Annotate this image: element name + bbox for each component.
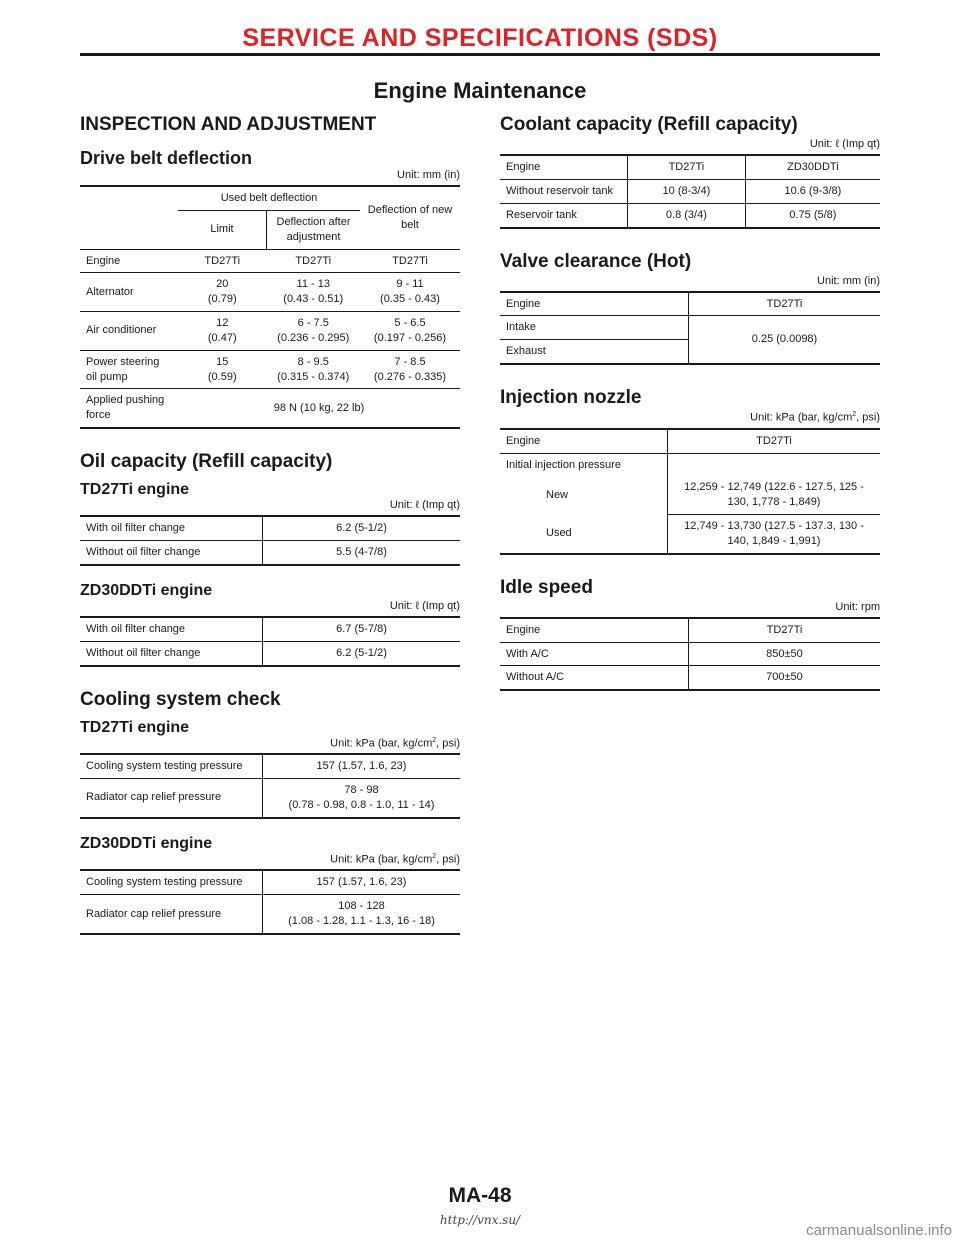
table-row: Engine TD27Ti ZD30DDTi — [500, 155, 880, 179]
table-row: Cooling system testing pressure 157 (1.57, 1.6, 23) — [80, 870, 460, 894]
cooling-td27-table — [80, 753, 460, 819]
cooling-heading: Cooling system check — [80, 688, 281, 710]
new-belt-header: Deflection of new belt — [360, 186, 460, 249]
oil-zd30-unit: Unit: ℓ (Imp qt) — [389, 599, 460, 612]
table-row: Used 12,749 - 13,730 (127.5 - 137.3, 130 - 140, 1,849 - 1,991) — [500, 515, 880, 554]
drive-belt-section — [80, 148, 460, 429]
cooling-section — [80, 689, 460, 935]
drive-belt-unit: Unit: mm (in) — [397, 169, 460, 181]
page-number: MA-48 — [448, 1184, 512, 1207]
cooling-td27-heading: TD27Ti engine — [80, 718, 190, 736]
table-row: With oil filter change 6.2 (5-1/2) — [80, 516, 460, 540]
footer-url[interactable]: http://vnx.su/ — [439, 1213, 521, 1227]
table-row: Engine TD27Ti — [500, 618, 880, 642]
table-row: Exhaust — [500, 340, 880, 364]
table-row: Engine TD27Ti — [500, 429, 880, 453]
oil-capacity-section — [80, 451, 460, 666]
table-row: Initial injection pressure — [500, 453, 880, 476]
oil-td27-table — [80, 515, 460, 566]
cooling-zd30-table — [80, 869, 460, 935]
oil-capacity-heading: Oil capacity (Refill capacity) — [80, 451, 333, 473]
oil-td27-heading: TD27Ti engine — [80, 481, 190, 499]
cooling-zd30-unit: Unit: kPa (bar, $kg/cm^2$, psi) — [330, 852, 460, 866]
injection-heading: Injection nozzle — [500, 387, 642, 409]
table-row: Air conditioner 12 (0.47) 6 - 7.5 (0.236 - 0.295) 5 - 6.5 (0.197 - 0.256) — [80, 312, 460, 351]
injection-section — [500, 387, 880, 555]
oil-td27-unit: Unit: ℓ (Imp qt) — [389, 499, 460, 512]
table-row: Power steering oil pump 15 (0.59) 8 - 9.5 (0.315 - 0.374) 7 - 8.5 (0.276 - 0.335) — [80, 350, 460, 389]
idle-section — [500, 577, 880, 692]
table-row: With oil filter change 6.7 (5-7/8) — [80, 617, 460, 641]
valve-unit: Unit: mm (in) — [817, 274, 880, 287]
idle-table — [500, 617, 880, 692]
coolant-heading: Coolant capacity (Refill capacity) — [500, 114, 798, 135]
oil-zd30-table — [80, 616, 460, 667]
left-column — [80, 114, 460, 957]
header-rule — [80, 53, 880, 56]
table-row: Alternator 20 (0.79) 11 - 13 (0.43 - 0.51) 9 - 11 (0.35 - 0.43) — [80, 273, 460, 312]
used-belt-header: Used belt deflection — [178, 186, 360, 210]
coolant-section — [500, 114, 880, 229]
table-row: Radiator cap relief pressure 78 - 98 (0.78 - 0.98, 0.8 - 1.0, 11 - 14) — [80, 779, 460, 818]
table-row: Cooling system testing pressure 157 (1.57, 1.6, 23) — [80, 754, 460, 778]
coolant-unit: Unit: ℓ (Imp qt) — [809, 138, 880, 150]
table-row: Applied pushing force 98 N (10 kg, 22 lb) — [86, 394, 365, 422]
table-row: Without oil filter change 5.5 (4-7/8) — [80, 540, 460, 564]
drive-belt-heading: Drive belt deflection — [80, 148, 253, 168]
oil-zd30-heading: ZD30DDTi engine — [80, 581, 213, 599]
injection-unit: Unit: kPa (bar, $kg/cm^2$, psi) — [750, 411, 880, 424]
table-row: Intake 0.25 (0.0098) — [500, 316, 880, 340]
table-row — [80, 186, 460, 210]
drive-belt-table — [80, 185, 460, 429]
table-row: Radiator cap relief pressure 108 - 128 (1.08 - 1.28, 1.1 - 1.3, 16 - 18) — [80, 895, 460, 934]
limit-header: Limit — [178, 210, 267, 249]
table-row: Engine TD27Ti TD27Ti TD27Ti — [80, 249, 460, 273]
table-row: New 12,259 - 12,749 (122.6 - 127.5, 125 - 130, 1,778 - 1,849) — [500, 476, 880, 514]
table-row: Engine TD27Ti — [500, 292, 880, 316]
idle-heading: Idle speed — [500, 576, 593, 598]
inspection-heading: INSPECTION AND ADJUSTMENT — [80, 114, 377, 135]
table-row: Without A/C 700±50 — [500, 666, 880, 690]
page-title: Engine Maintenance — [373, 78, 587, 103]
table-row: Without reservoir tank 10 (8-3/4) 10.6 (9-3/8) — [500, 179, 880, 203]
header — [80, 24, 880, 53]
header-title: SERVICE AND SPECIFICATIONS (SDS) — [242, 24, 718, 52]
right-column — [500, 114, 880, 713]
table-row: With A/C 850±50 — [500, 642, 880, 666]
valve-heading: Valve clearance (Hot) — [500, 250, 692, 272]
idle-unit: Unit: rpm — [835, 600, 880, 613]
valve-section — [500, 251, 880, 366]
injection-table — [500, 428, 880, 555]
valve-table — [500, 291, 880, 366]
table-row: Reservoir tank 0.8 (3/4) 0.75 (5/8) — [500, 203, 880, 227]
cooling-td27-unit: Unit: kPa (bar, $kg/cm^2$, psi) — [330, 736, 460, 750]
watermark: carmanualsonline.info — [806, 1222, 952, 1239]
after-adjust-header: Deflection after adjustment — [267, 210, 361, 249]
cooling-zd30-heading: ZD30DDTi engine — [80, 834, 213, 852]
coolant-table — [500, 154, 880, 229]
table-row: Without oil filter change 6.2 (5-1/2) — [80, 641, 460, 665]
